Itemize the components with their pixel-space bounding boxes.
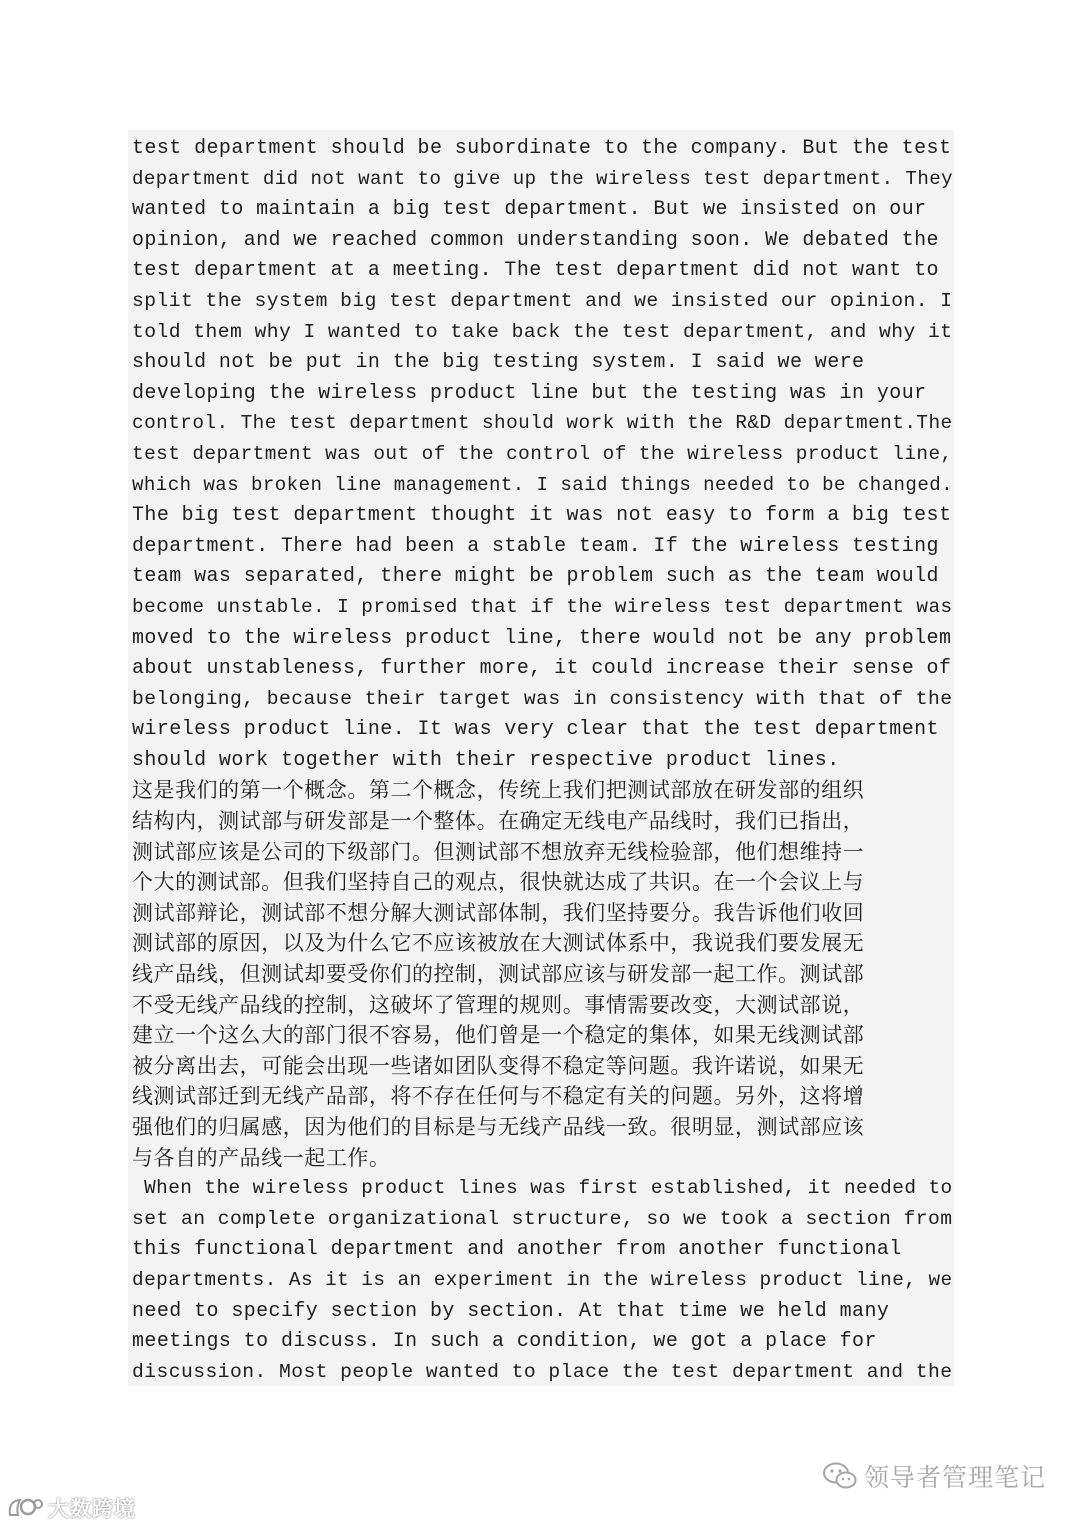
text-line: this functional department and another from another functional bbox=[132, 1237, 902, 1261]
text-line: 测试部应该是公司的下级部门。但测试部不想放弃无线检验部，他们想维持一 bbox=[132, 839, 865, 864]
text-line: wireless product line. It was very clear that the test department bbox=[132, 717, 939, 741]
brand-logo-icon bbox=[6, 1495, 44, 1521]
text-line: belonging, because their target was in consistency with that of the bbox=[132, 687, 953, 710]
text-line: 不受无线产品线的控制，这破坏了管理的规则。事情需要改变，大测试部说， bbox=[132, 992, 865, 1017]
text-line: become unstable. I promised that if the wireless test department was bbox=[132, 595, 953, 618]
text-line: department did not want to give up the wireless test department. They bbox=[132, 167, 954, 190]
text-line: test department at a meeting. The test department did not want to bbox=[132, 258, 939, 282]
text-line: 被分离出去，可能会出现一些诸如团队变得不稳定等问题。我许诺说，如果无 bbox=[132, 1053, 865, 1078]
text-line: test department was out of the control of the wireless product line, bbox=[132, 442, 953, 465]
brand-watermark-text: 大数跨境 bbox=[48, 1497, 136, 1521]
wechat-watermark bbox=[822, 1458, 1046, 1494]
text-line: opinion, and we reached common understanding soon. We debated the bbox=[132, 227, 939, 251]
text-line: about unstableness, further more, it could increase their sense of bbox=[132, 656, 952, 680]
text-line: wanted to maintain a big test department. But we insisted on our bbox=[132, 197, 927, 221]
wechat-icon bbox=[822, 1462, 858, 1490]
text-line: 线产品线，但测试却要受你们的控制，测试部应该与研发部一起工作。测试部 bbox=[132, 962, 865, 987]
text-line: The big test department thought it was not easy to form a big test bbox=[132, 503, 952, 527]
document-text-block bbox=[128, 130, 954, 1386]
text-line: 与各自的产品线一起工作。 bbox=[132, 1145, 391, 1170]
text-line: developing the wireless product line but the testing was in your bbox=[132, 380, 927, 404]
text-line: told them why I wanted to take back the test department, and why it bbox=[132, 320, 953, 343]
text-line: which was broken line management. I said things needed to be changed. bbox=[132, 473, 954, 496]
text-line: 测试部辩论，测试部不想分解大测试部体制，我们坚持要分。我告诉他们收回 bbox=[132, 900, 865, 925]
text-line: control. The test department should work with the R&D department.The bbox=[132, 412, 953, 435]
watermark-account-name: 领导者管理笔记 bbox=[864, 1463, 1047, 1492]
text-line: discussion. Most people wanted to place the test department and the bbox=[132, 1360, 953, 1383]
text-line: department. There had been a stable team. If the wireless testing bbox=[132, 533, 939, 557]
text-line: 线测试部迁到无线产品部，将不存在任何与不稳定有关的问题。另外，这将增 bbox=[132, 1084, 865, 1109]
text-line: 建立一个这么大的部门很不容易，他们曾是一个稳定的集体，如果无线测试部 bbox=[132, 1023, 865, 1048]
text-line: set an complete organizational structure, so we took a section from bbox=[132, 1207, 953, 1230]
text-line: 强他们的归属感，因为他们的目标是与无线产品线一致。很明显，测试部应该 bbox=[132, 1115, 865, 1139]
text-line: 测试部的原因，以及为什么它不应该被放在大测试体系中，我说我们要发展无 bbox=[132, 931, 865, 956]
text-line: 这是我们的第一个概念。第二个概念，传统上我们把测试部放在研发部的组织 bbox=[132, 778, 865, 803]
text-line: When the wireless product lines was first established, it needed to bbox=[132, 1177, 953, 1200]
text-line: need to specify section by section. At that time we held many bbox=[132, 1298, 890, 1322]
text-line: should work together with their respective product lines. bbox=[132, 747, 840, 771]
text-line: should not be put in the big testing system. I said we were bbox=[132, 350, 865, 374]
text-line: departments. As it is an experiment in the wireless product line, we bbox=[132, 1268, 953, 1291]
brand-watermark bbox=[6, 1493, 136, 1523]
text-line: moved to the wireless product line, there would not be any problem bbox=[132, 625, 952, 649]
text-line: test department should be subordinate to the company. But the test bbox=[132, 136, 952, 159]
text-line: split the system big test department and we insisted our opinion. I bbox=[132, 289, 953, 312]
text-line: team was separated, there might be problem such as the team would bbox=[132, 564, 939, 588]
text-line: 结构内，测试部与研发部是一个整体。在确定无线电产品线时，我们已指出， bbox=[132, 809, 865, 834]
text-line: meetings to discuss. In such a condition, we got a place for bbox=[132, 1329, 877, 1353]
text-line: 个大的测试部。但我们坚持自己的观点，很快就达成了共识。在一个会议上与 bbox=[132, 870, 865, 895]
